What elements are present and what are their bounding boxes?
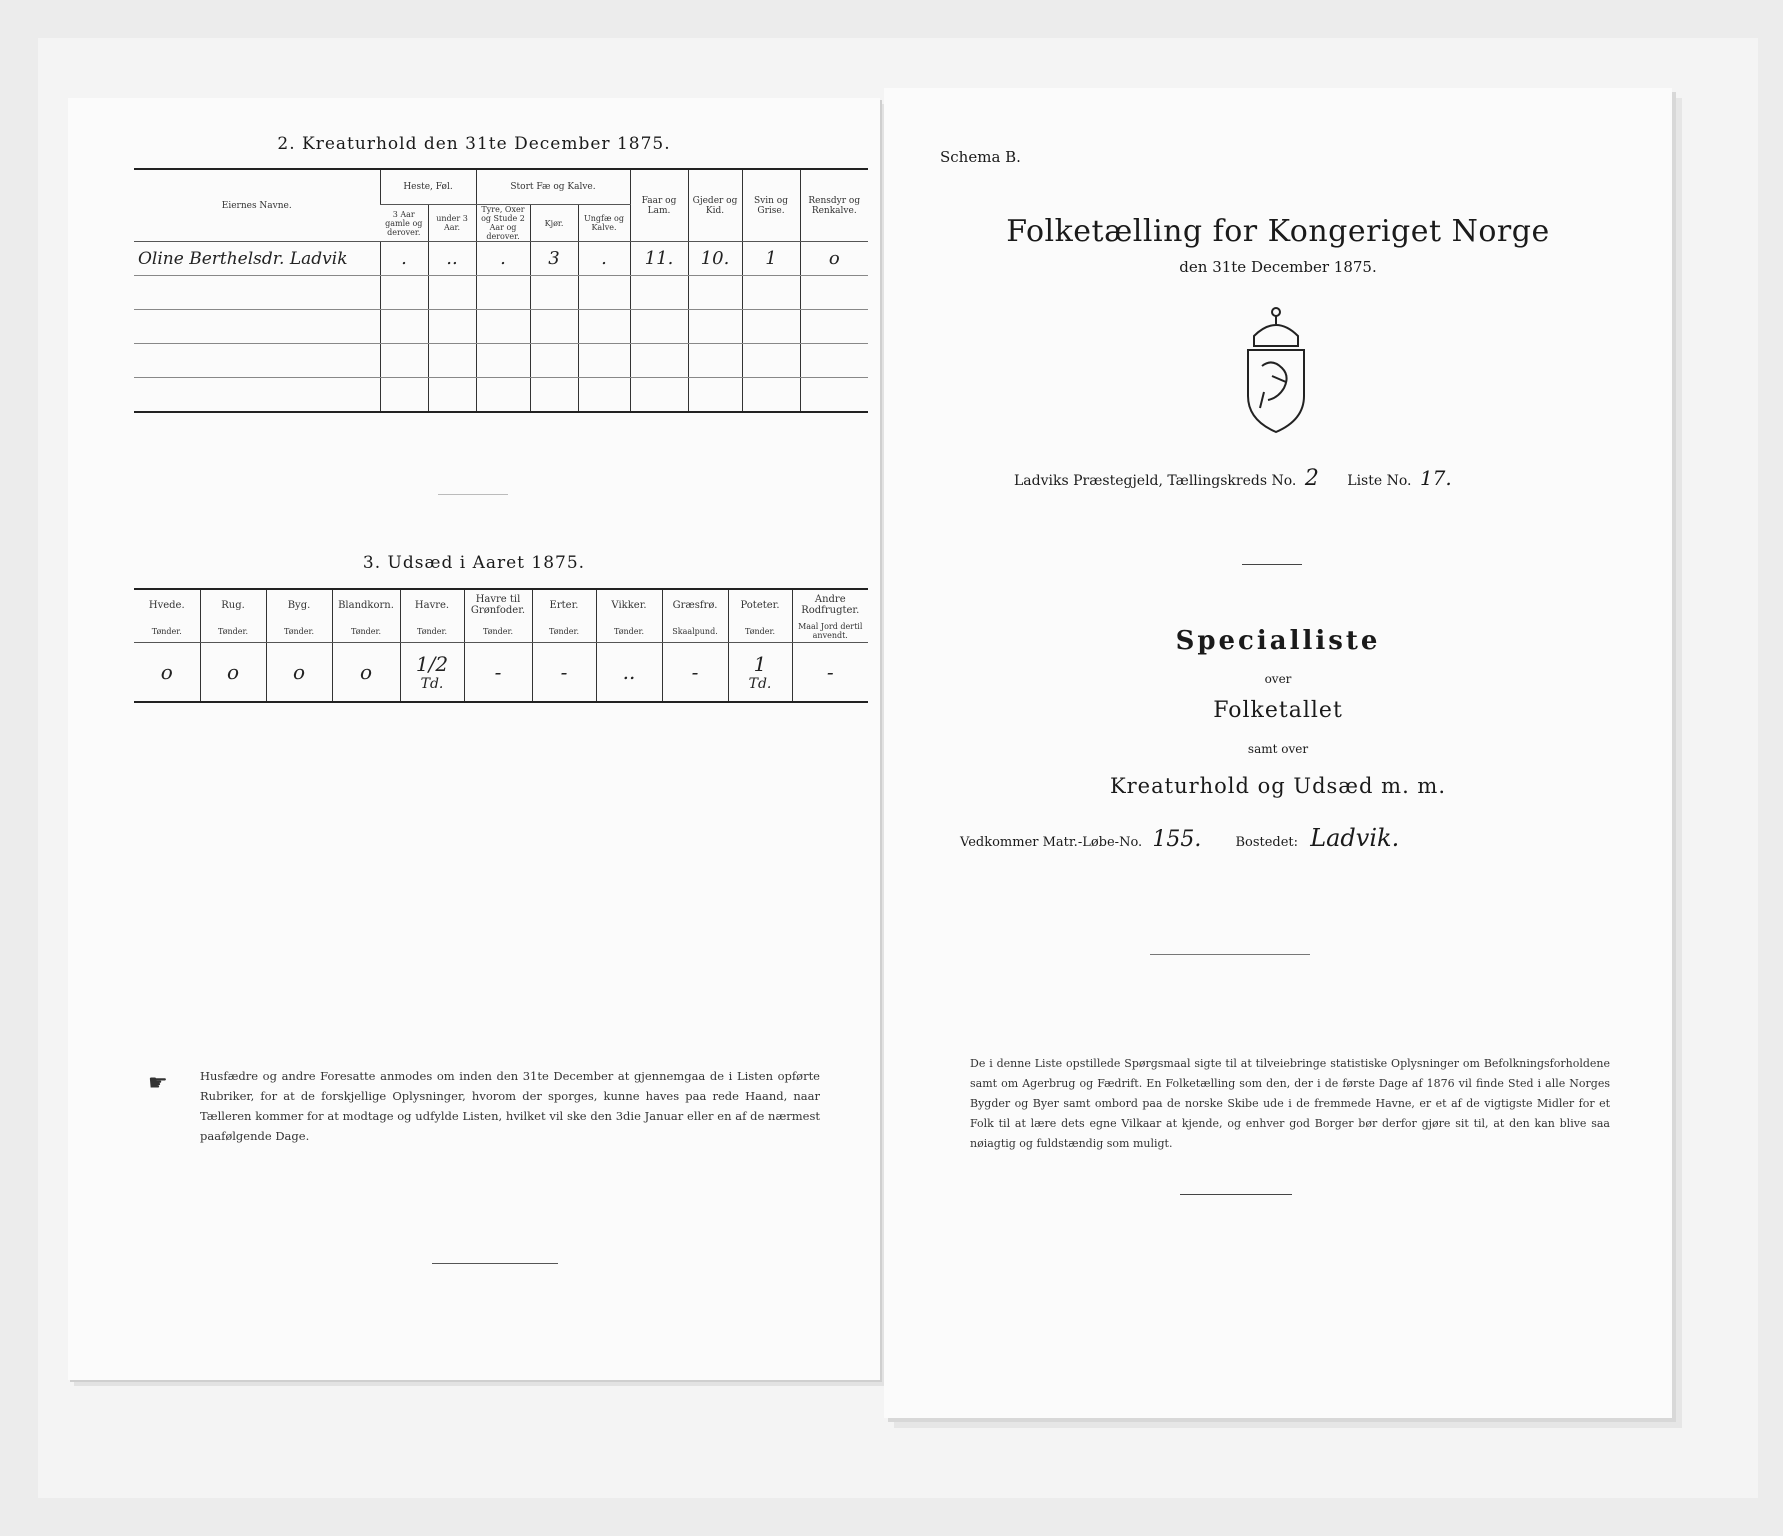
table-row <box>134 643 868 703</box>
header-byg: Byg. <box>266 589 332 620</box>
pointing-hand-icon: ☛ <box>148 1071 168 1096</box>
header-hvede: Hvede. <box>148 599 185 611</box>
sub-heste-under3: under 3 Aar. <box>428 205 476 242</box>
place-value: Ladvik. <box>1310 824 1400 852</box>
table-cell: o <box>800 242 868 276</box>
poteter-unit: Td. <box>748 676 772 692</box>
header-eiernes-navne: Eiernes Navne. <box>134 169 380 242</box>
header-vikker: Vikker. <box>596 589 662 620</box>
kreaturhold-udsaed-text: Kreaturhold og Udsæd m. m. <box>1109 774 1447 798</box>
havre-value: 1/2 <box>415 652 449 676</box>
header-blandkorn: Blandkorn. <box>332 589 400 620</box>
table-cell: .. <box>428 242 476 276</box>
table-cell: o <box>200 643 266 703</box>
table-cell: .. <box>596 643 662 703</box>
header-faar: Faar og Lam. <box>630 169 688 242</box>
notice-text: Husfædre og andre Foresatte anmodes om inden den 31te December at gjennemgaa de i Listen opførte Rubriker, for at de forskjellige Oplysninger, hvorom der sporges, kunne haves paa rede Haand, naar Tælleren kommer for at modtage og udfylde Listen, hvilket vil ske den 3die Januar eller en af de nærmest paafølgende Dage. <box>200 1069 820 1143</box>
table-row <box>134 344 868 378</box>
table-cell: o <box>160 660 173 684</box>
right-page <box>884 88 1672 1418</box>
table-cell: 3 <box>530 242 578 276</box>
table-cell: 11. <box>630 242 688 276</box>
sub-ungfae: Ungfæ og Kalve. <box>578 205 630 242</box>
matr-label: Vedkommer Matr.-Løbe-No. <box>960 835 1143 850</box>
unit-cell: Tønder. <box>400 620 464 643</box>
census-date: den 31te December 1875. <box>1179 258 1377 276</box>
table-row <box>134 276 868 310</box>
unit-cell: Tønder. <box>464 620 532 643</box>
unit-cell: Tønder. <box>200 620 266 643</box>
parish-label: Ladviks Præstegjeld, <box>1014 473 1163 489</box>
coat-of-arms-icon <box>1224 296 1328 436</box>
table-cell: - <box>792 643 868 703</box>
owner-cell: Oline Berthelsdr. Ladvik <box>134 242 380 276</box>
udsaed-header-row <box>134 589 868 620</box>
divider <box>1242 564 1302 565</box>
sub-kjor: Kjør. <box>530 205 578 242</box>
header-havre: Havre. <box>400 589 464 620</box>
udsaed-number: 3. <box>362 553 382 573</box>
unit-cell: Tønder. <box>532 620 596 643</box>
samt-over-text: samt over <box>1247 742 1309 756</box>
folketallet-text: Folketallet <box>1213 698 1343 723</box>
table-cell: . <box>476 242 530 276</box>
table-cell: 10. <box>688 242 742 276</box>
table-cell: - <box>464 643 532 703</box>
footnote-text: De i denne Liste opstillede Spørgsmaal sigte til at tilveiebringe statistiske Oplysninger om Befolkningsforholdene samt om Agerbrug og Fædrift. En Folketælling som den, der i de første Dage af 1876 vil finde Sted i alle Norges Bygder og Byer samt ombord paa de norske Skibe ude i de fremmede Havne, er et af de vigtigste Midler for et Folk til at lære dets egne Vilkaar at kjende, og enhver god Borger bør derfor gjøre sit til, at den kan blive saa nøiagtig og fuldstændig som muligt. <box>970 1057 1610 1150</box>
table-cell: 1 <box>742 242 800 276</box>
district-label: Tællingskreds No. <box>1167 473 1297 489</box>
unit-cell: Skaalpund. <box>662 620 728 643</box>
header-erter: Erter. <box>532 589 596 620</box>
kreaturhold-number: 2. <box>277 134 296 154</box>
kreaturhold-title <box>68 134 880 154</box>
udsaed-title <box>68 553 880 573</box>
table-row <box>134 242 868 276</box>
table-cell: - <box>662 643 728 703</box>
unit-cell: Tønder. <box>266 620 332 643</box>
place-label: Bostedet: <box>1235 835 1299 850</box>
table-cell: - <box>532 643 596 703</box>
divider <box>438 494 508 495</box>
matr-value: 155. <box>1152 827 1202 852</box>
udsaed-table <box>134 588 868 703</box>
header-andre-rodfrugter: Andre Rodfrugter. <box>792 589 868 620</box>
schema-label: Schema B. <box>940 148 1021 166</box>
table-row <box>134 310 868 344</box>
matr-line <box>960 824 1620 852</box>
udsaed-title-text: Udsæd i Aaret 1875. <box>387 553 586 573</box>
table-cell: . <box>578 242 630 276</box>
divider <box>432 1263 558 1264</box>
table-row <box>134 378 868 413</box>
header-gjeder: Gjeder og Kid. <box>688 169 742 242</box>
unit-cell: Tønder. <box>332 620 400 643</box>
header-stort-fae: Stort Fæ og Kalve. <box>476 169 630 205</box>
specialliste-heading: Specialliste <box>1175 626 1381 656</box>
sub-heste-3aar: 3 Aar gamle og derover. <box>380 205 428 242</box>
table-cell <box>728 643 792 703</box>
udsaed-unit-row <box>134 620 868 643</box>
havre-unit: Td. <box>420 676 444 692</box>
header-havre-gronfoder: Havre til Grønfoder. <box>464 589 532 620</box>
header-poteter: Poteter. <box>728 589 792 620</box>
parish-line <box>1014 466 1634 491</box>
unit-cell: Maal Jord dertil anvendt. <box>792 620 868 643</box>
sub-tyre: Tyre, Oxer og Stude 2 Aar og derover. <box>476 205 530 242</box>
table-cell: o <box>266 643 332 703</box>
unit-cell: Tønder. <box>134 620 200 643</box>
list-value: 17. <box>1419 466 1452 490</box>
divider <box>1180 1194 1292 1195</box>
divider <box>1150 954 1310 955</box>
list-label: Liste No. <box>1347 473 1412 489</box>
kreaturhold-table <box>134 168 868 413</box>
kreaturhold-header-row <box>134 169 868 205</box>
table-cell: o <box>332 643 400 703</box>
header-graesfro: Græsfrø. <box>662 589 728 620</box>
unit-cell: Tønder. <box>596 620 662 643</box>
left-page <box>68 98 880 1380</box>
district-value: 2 <box>1304 466 1319 491</box>
census-title: Folketælling for Kongeriget Norge <box>1006 214 1550 249</box>
header-svin: Svin og Grise. <box>742 169 800 242</box>
poteter-value: 1 <box>753 652 767 676</box>
header-rensdyr: Rensdyr og Renkalve. <box>800 169 868 242</box>
over-text: over <box>1264 672 1292 686</box>
unit-cell: Tønder. <box>728 620 792 643</box>
table-cell <box>400 643 464 703</box>
table-cell: . <box>380 242 428 276</box>
header-heste: Heste, Føl. <box>380 169 476 205</box>
kreaturhold-title-text: Kreaturhold den 31te December 1875. <box>302 134 671 154</box>
header-rug: Rug. <box>200 589 266 620</box>
